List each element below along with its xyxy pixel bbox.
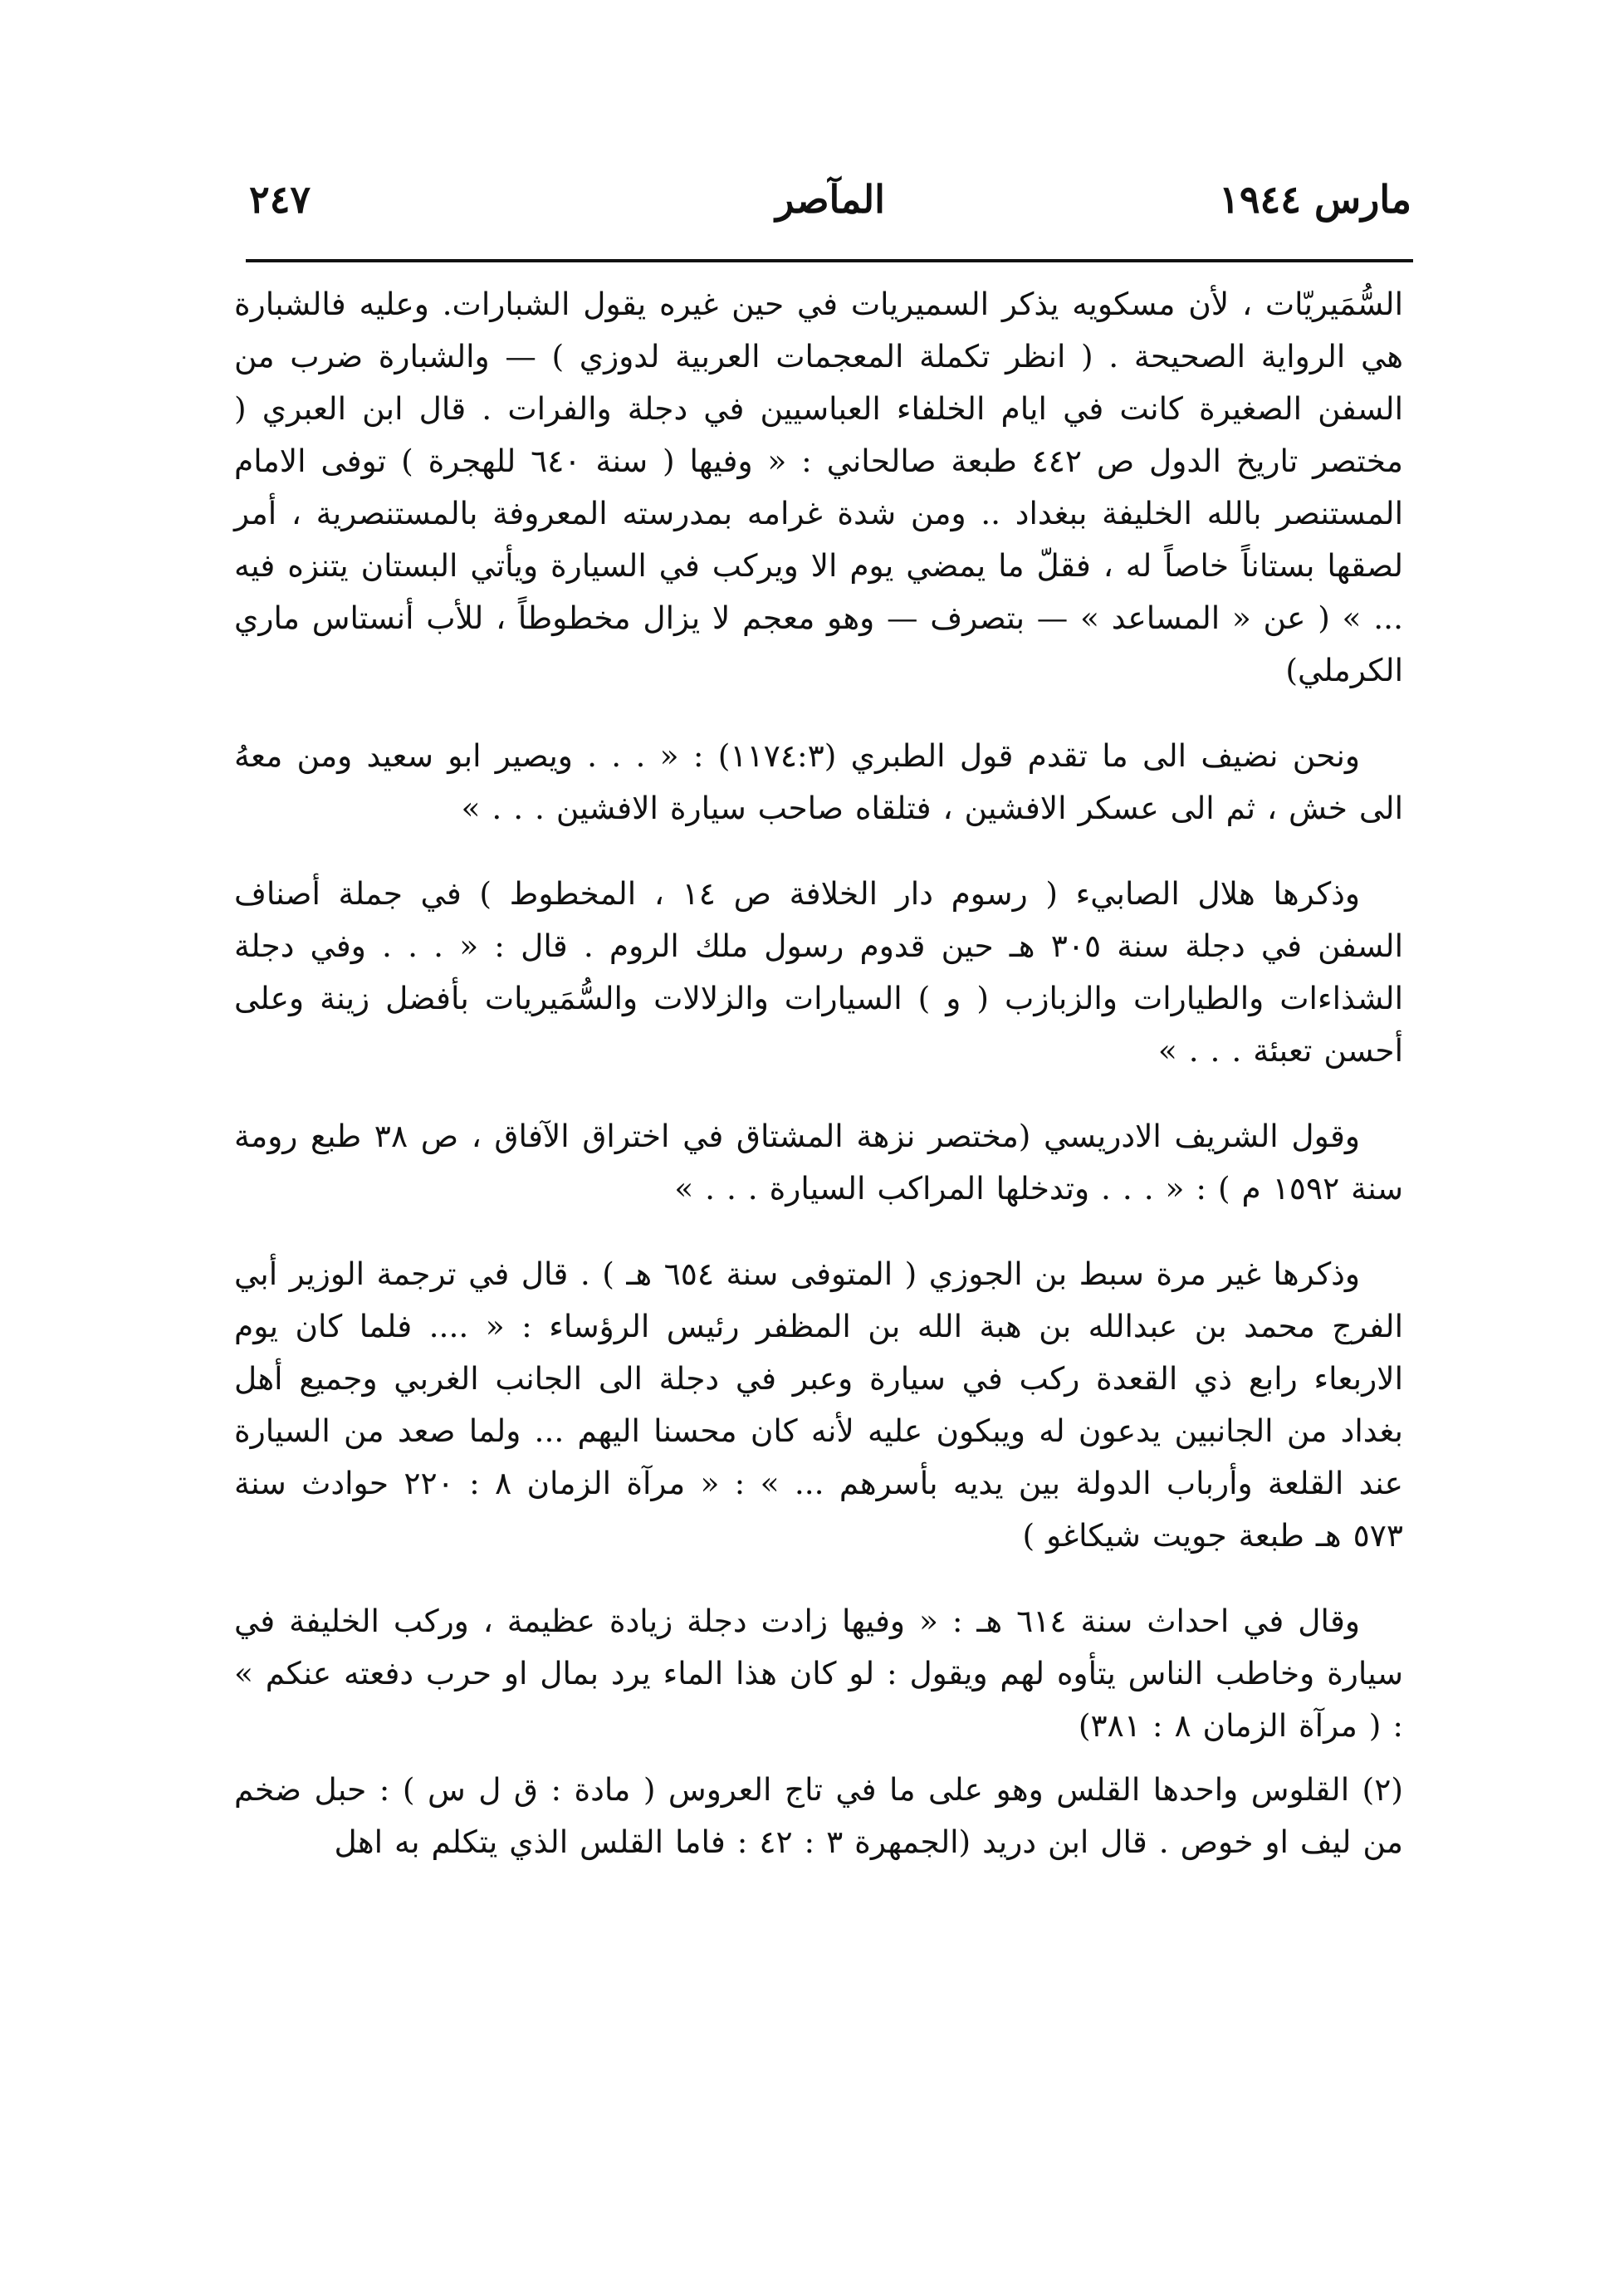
paragraph-2: ونحن نضيف الى ما تقدم قول الطبري (١١٧٤:٣) : « . . . ويصير ابو سعيد ومن معهُ الى خش ، ثم الى عسكر الافشين ، فتلقاه صاحب سيارة الافشين . . . » [234, 737, 1403, 826]
paragraph-1: السُّمَيريّات ، لأن مسكويه يذكر السميريات في حين غيره يقول الشبارات. وعليه فالشبارة هي الرواية الصحيحة . ( انظر تكملة المعجمات العربية لدوزي ) — والشبارة ضرب من السفن الصغيرة كانت في ايام الخلفاء العباسيين في دجلة والفرات . قال ابن العبري ( مختصر تاريخ الدول ص ٤٤٢ طبعة صالحاني : « وفيها ( سنة ٦٤٠ للهجرة ) توفى الامام المستنصر بالله الخليفة ببغداد .. ومن شدة غرامه بمدرسته المعروفة بالمستنصرية ، أمر لصقها بستاناً خاصاً له ، فقلّ ما يمضي يوم الا ويركب في السيارة ويأتي البستان يتنزه فيه ... » ( عن « المساعد » — بتصرف — وهو معجم لا يزال مخطوطاً ، للأب أنستاس ماري الكرملي) [234, 286, 1404, 688]
header-title: المآصر [775, 177, 885, 222]
paragraph-6: وقال في احداث سنة ٦١٤ هـ : « وفيها زادت دجلة زيادة عظيمة ، وركب الخليفة في سيارة وخاطب الناس يتأوه لهم ويقول : لو كان هذا الماء يرد بمال او حرب دفعته عنكم » : ( مرآة الزمان ٨ : ٣٨١) [234, 1603, 1403, 1744]
paragraph-3: وذكرها هلال الصابيء ( رسوم دار الخلافة ص ١٤ ، المخطوط ) في جملة أصناف السفن في دجلة سنة ٣٠٥ هـ حين قدوم رسول ملك الروم . قال : « . . . وفي دجلة الشذاءات والطيارات والزبازب ( و ) السيارات والزلالات والسُّمَيريات بأفضل زينة وعلى أحسن تعبئة . . . » [234, 875, 1403, 1069]
paragraph-5: وذكرها غير مرة سبط بن الجوزي ( المتوفى سنة ٦٥٤ هـ ) . قال في ترجمة الوزير أبي الفرج محمد بن عبدالله بن هبة الله بن المظفر رئيس الرؤساء : « .... فلما كان يوم الاربعاء رابع ذي القعدة ركب في سيارة وعبر في دجلة الى الجانب الغربي وجميع أهل بغداد من الجانبين يدعون له ويبكون عليه لأنه كان محسنا اليهم ... ولما صعد من السيارة عند القلعة وأرباب الدولة بين يديه بأسرهم ... » : « مرآة الزمان ٨ : ٢٢٠ حوادث سنة ٥٧٣ هـ طبعة جويت شيكاغو ) [234, 1256, 1403, 1554]
paragraph-4: وقول الشريف الادريسي (مختصر نزهة المشتاق في اختراق الآفاق ، ص ٣٨ طبع رومة سنة ١٥٩٢ م ) : « . . . وتدخلها المراكب السيارة . . . » [234, 1118, 1403, 1207]
footnote: (٢) القلوس واحدها القلس وهو على ما في تاج العروس ( مادة : ق ل س ) : حبل ضخم من ليف او خوص . قال ابن دريد (الجمهرة ٣ : ٤٢ : فاما القلس الذي يتكلم به اهل [234, 1771, 1403, 1860]
header-date: مارس ١٩٤٤ [1219, 177, 1411, 222]
page-number: ٢٤٧ [249, 177, 311, 222]
running-header [249, 170, 1411, 228]
page-body [234, 278, 1403, 1868]
header-rule [246, 259, 1413, 262]
